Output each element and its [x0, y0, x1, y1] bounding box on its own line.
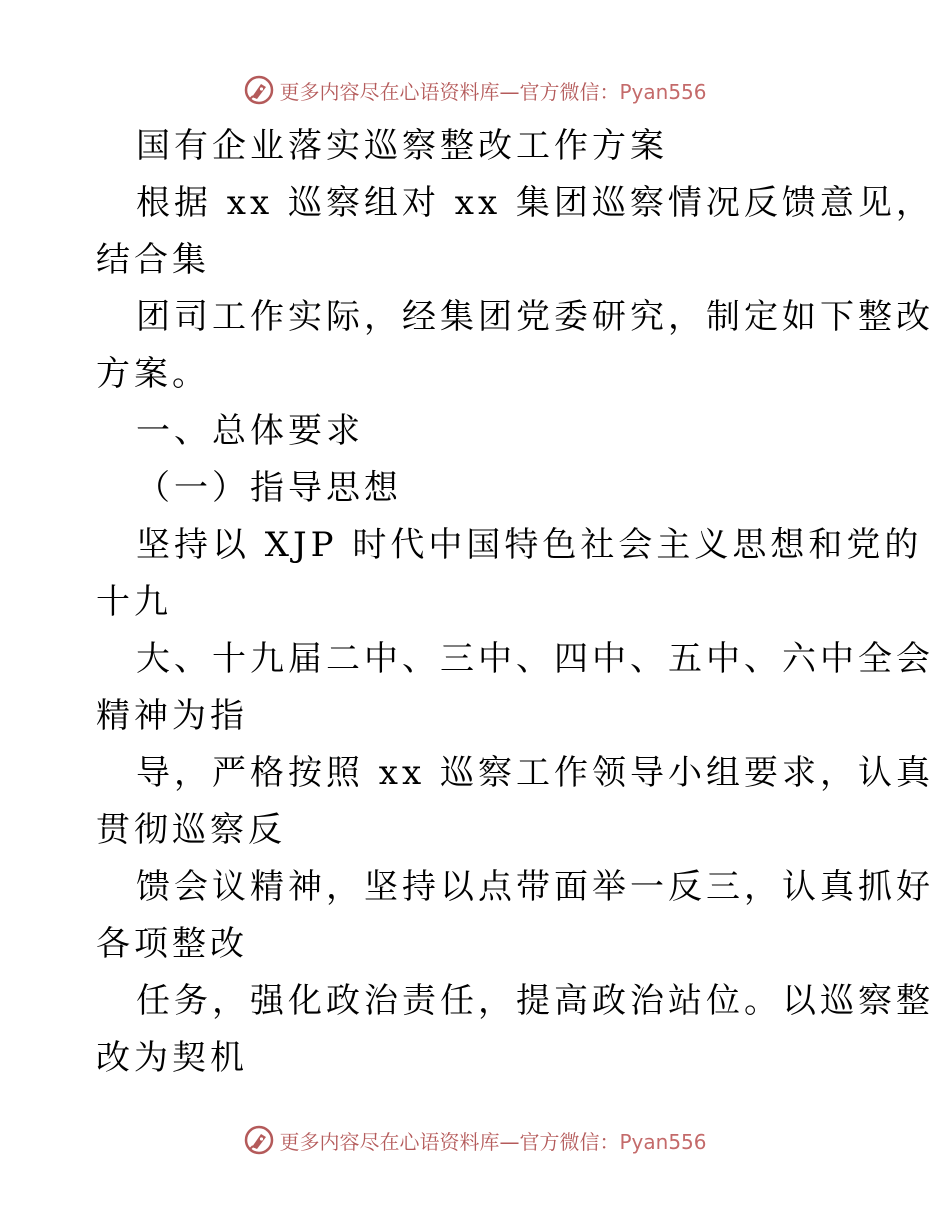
document-line: 改为契机 [96, 1038, 248, 1078]
document-line: 结合集 [96, 240, 210, 280]
header-wechat-id: Pyan556 [619, 79, 707, 104]
document-line: （一）指导思想 [136, 468, 402, 508]
document-line: 贯彻巡察反 [96, 810, 286, 850]
document-line: 方案。 [96, 354, 210, 394]
header-banner-text: 更多内容尽在心语资料库—官方微信： [279, 79, 620, 104]
document-line: 根据 xx 巡察组对 xx 集团巡察情况反馈意见， [136, 183, 934, 223]
document-line: 坚持以 XJP 时代中国特色社会主义思想和党的 [136, 525, 923, 565]
document-line: 十九 [96, 582, 172, 622]
document-line: 馈会议精神，坚持以点带面举一反三，认真抓好 [136, 867, 934, 907]
document-line: 大、十九届二中、三中、四中、五中、六中全会 [136, 639, 934, 679]
pen-nib-logo-icon [243, 74, 275, 106]
document-line: 团司工作实际，经集团党委研究，制定如下整改 [136, 297, 934, 337]
document-line: 任务，强化政治责任，提高政治站位。以巡察整 [136, 981, 934, 1021]
footer-wechat-id: Pyan556 [619, 1129, 707, 1154]
document-line: 导，严格按照 xx 巡察工作领导小组要求，认真 [136, 753, 934, 793]
document-line: 各项整改 [96, 924, 248, 964]
document-body [96, 118, 934, 1087]
document-line: 一、总体要求 [136, 411, 364, 451]
pen-nib-logo-icon [243, 1124, 275, 1156]
document-line: 精神为指 [96, 696, 248, 736]
header-banner [0, 70, 950, 110]
document-line: 国有企业落实巡察整改工作方案 [136, 126, 668, 166]
footer-banner-text: 更多内容尽在心语资料库—官方微信： [279, 1129, 620, 1154]
footer-banner [0, 1120, 950, 1160]
